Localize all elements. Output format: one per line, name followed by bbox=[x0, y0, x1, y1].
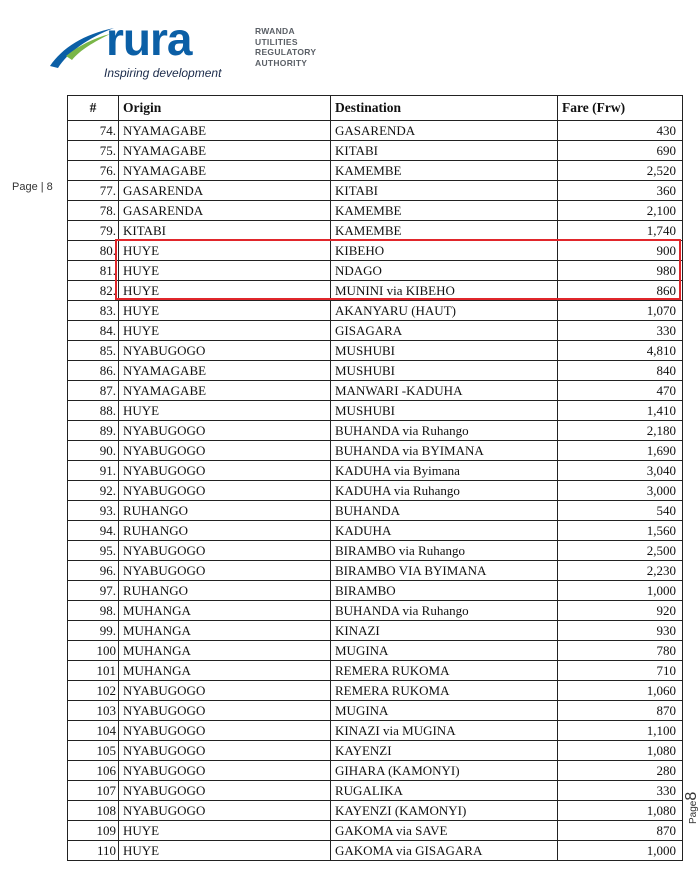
fare-cell: 2,230 bbox=[558, 561, 683, 581]
destination-cell: KADUHA via Ruhango bbox=[331, 481, 558, 501]
row-number-cell: 74. bbox=[68, 121, 119, 141]
origin-cell: NYABUGOGO bbox=[119, 801, 331, 821]
destination-cell: BUHANDA via Ruhango bbox=[331, 601, 558, 621]
origin-cell: NYABUGOGO bbox=[119, 701, 331, 721]
fare-cell: 360 bbox=[558, 181, 683, 201]
fare-cell: 1,100 bbox=[558, 721, 683, 741]
row-number-cell: 98. bbox=[68, 601, 119, 621]
logo-tagline: Inspiring development bbox=[104, 66, 222, 80]
row-number-cell: 80. bbox=[68, 241, 119, 261]
fare-cell: 3,000 bbox=[558, 481, 683, 501]
table-row bbox=[68, 841, 683, 861]
origin-cell: NYAMAGABE bbox=[119, 121, 331, 141]
row-number-cell: 93. bbox=[68, 501, 119, 521]
fare-cell: 690 bbox=[558, 141, 683, 161]
destination-cell: BIRAMBO VIA BYIMANA bbox=[331, 561, 558, 581]
destination-cell: BUHANDA via Ruhango bbox=[331, 421, 558, 441]
authority-line: AUTHORITY bbox=[255, 57, 308, 68]
fare-cell: 1,060 bbox=[558, 681, 683, 701]
table-row bbox=[68, 641, 683, 661]
table-row bbox=[68, 821, 683, 841]
row-number-cell: 92. bbox=[68, 481, 119, 501]
row-number-cell: 88. bbox=[68, 401, 119, 421]
row-number-cell: 100 bbox=[68, 641, 119, 661]
row-number-cell: 83. bbox=[68, 301, 119, 321]
fare-cell: 1,000 bbox=[558, 581, 683, 601]
origin-cell: MUHANGA bbox=[119, 661, 331, 681]
table-row bbox=[68, 761, 683, 781]
origin-cell: HUYE bbox=[119, 401, 331, 421]
origin-cell: NYABUGOGO bbox=[119, 561, 331, 581]
row-number-cell: 79. bbox=[68, 221, 119, 241]
fare-cell: 1,080 bbox=[558, 801, 683, 821]
table-row bbox=[68, 461, 683, 481]
destination-cell: GAKOMA via SAVE bbox=[331, 821, 558, 841]
fare-cell: 2,500 bbox=[558, 541, 683, 561]
origin-cell: HUYE bbox=[119, 281, 331, 301]
fare-cell: 1,740 bbox=[558, 221, 683, 241]
fare-cell: 920 bbox=[558, 601, 683, 621]
origin-cell: NYABUGOGO bbox=[119, 761, 331, 781]
fare-cell: 430 bbox=[558, 121, 683, 141]
destination-cell: MANWARI -KADUHA bbox=[331, 381, 558, 401]
destination-cell: NDAGO bbox=[331, 261, 558, 281]
origin-cell: NYABUGOGO bbox=[119, 421, 331, 441]
page-side-number: 8 bbox=[683, 791, 700, 801]
row-number-cell: 91. bbox=[68, 461, 119, 481]
fare-cell: 1,410 bbox=[558, 401, 683, 421]
table-row bbox=[68, 221, 683, 241]
destination-cell: KADUHA bbox=[331, 521, 558, 541]
fare-cell: 470 bbox=[558, 381, 683, 401]
destination-cell: KITABI bbox=[331, 141, 558, 161]
table-row bbox=[68, 381, 683, 401]
table-header-row bbox=[68, 96, 683, 121]
destination-cell: MUSHUBI bbox=[331, 401, 558, 421]
table-row bbox=[68, 141, 683, 161]
page-side-label bbox=[683, 792, 700, 824]
row-number-cell: 75. bbox=[68, 141, 119, 161]
fare-cell: 870 bbox=[558, 821, 683, 841]
table-row bbox=[68, 501, 683, 521]
destination-cell: KINAZI bbox=[331, 621, 558, 641]
fare-cell: 780 bbox=[558, 641, 683, 661]
fare-cell: 1,080 bbox=[558, 741, 683, 761]
destination-cell: REMERA RUKOMA bbox=[331, 661, 558, 681]
table-row bbox=[68, 121, 683, 141]
logo-wordmark: rura bbox=[106, 13, 192, 65]
fare-cell: 980 bbox=[558, 261, 683, 281]
origin-cell: NYABUGOGO bbox=[119, 481, 331, 501]
fare-cell: 1,560 bbox=[558, 521, 683, 541]
origin-cell: NYABUGOGO bbox=[119, 781, 331, 801]
origin-cell: HUYE bbox=[119, 321, 331, 341]
destination-cell: BIRAMBO via Ruhango bbox=[331, 541, 558, 561]
origin-cell: HUYE bbox=[119, 841, 331, 861]
authority-line: UTILITIES bbox=[255, 36, 298, 47]
origin-cell: HUYE bbox=[119, 301, 331, 321]
table-row bbox=[68, 661, 683, 681]
origin-cell: NYABUGOGO bbox=[119, 681, 331, 701]
destination-cell: MUSHUBI bbox=[331, 341, 558, 361]
authority-line: REGULATORY bbox=[255, 47, 317, 57]
row-number-cell: 94. bbox=[68, 521, 119, 541]
table-row bbox=[68, 161, 683, 181]
table-row bbox=[68, 581, 683, 601]
table-row bbox=[68, 521, 683, 541]
destination-cell: MUNINI via KIBEHO bbox=[331, 281, 558, 301]
origin-cell: MUHANGA bbox=[119, 601, 331, 621]
row-number-cell: 109 bbox=[68, 821, 119, 841]
table-row bbox=[68, 361, 683, 381]
table-row bbox=[68, 801, 683, 821]
table-row bbox=[68, 321, 683, 341]
origin-cell: NYAMAGABE bbox=[119, 361, 331, 381]
origin-cell: NYABUGOGO bbox=[119, 741, 331, 761]
row-number-cell: 82. bbox=[68, 281, 119, 301]
destination-cell: KIBEHO bbox=[331, 241, 558, 261]
table-row bbox=[68, 601, 683, 621]
fare-cell: 330 bbox=[558, 321, 683, 341]
destination-cell: KAYENZI bbox=[331, 741, 558, 761]
column-header-number: # bbox=[68, 96, 119, 121]
row-number-cell: 90. bbox=[68, 441, 119, 461]
fare-table bbox=[67, 95, 683, 861]
row-number-cell: 87. bbox=[68, 381, 119, 401]
column-header-destination: Destination bbox=[331, 96, 558, 121]
fare-cell: 1,690 bbox=[558, 441, 683, 461]
origin-cell: HUYE bbox=[119, 241, 331, 261]
origin-cell: NYABUGOGO bbox=[119, 721, 331, 741]
origin-cell: RUHANGO bbox=[119, 581, 331, 601]
origin-cell: KITABI bbox=[119, 221, 331, 241]
table-row bbox=[68, 481, 683, 501]
row-number-cell: 76. bbox=[68, 161, 119, 181]
authority-name bbox=[255, 26, 316, 68]
table-row bbox=[68, 441, 683, 461]
column-header-fare: Fare (Frw) bbox=[558, 96, 683, 121]
destination-cell: AKANYARU (HAUT) bbox=[331, 301, 558, 321]
table-row bbox=[68, 681, 683, 701]
fare-cell: 710 bbox=[558, 661, 683, 681]
table-row bbox=[68, 741, 683, 761]
row-number-cell: 95. bbox=[68, 541, 119, 561]
row-number-cell: 110 bbox=[68, 841, 119, 861]
row-number-cell: 81. bbox=[68, 261, 119, 281]
fare-cell: 2,180 bbox=[558, 421, 683, 441]
destination-cell: BIRAMBO bbox=[331, 581, 558, 601]
row-number-cell: 102 bbox=[68, 681, 119, 701]
row-number-cell: 106 bbox=[68, 761, 119, 781]
fare-cell: 540 bbox=[558, 501, 683, 521]
row-number-cell: 105 bbox=[68, 741, 119, 761]
row-number-cell: 84. bbox=[68, 321, 119, 341]
origin-cell: GASARENDA bbox=[119, 201, 331, 221]
destination-cell: MUGINA bbox=[331, 641, 558, 661]
table-row bbox=[68, 561, 683, 581]
destination-cell: GAKOMA via GISAGARA bbox=[331, 841, 558, 861]
page-side-text: Page bbox=[688, 800, 699, 824]
destination-cell: BUHANDA bbox=[331, 501, 558, 521]
fare-cell: 280 bbox=[558, 761, 683, 781]
origin-cell: NYABUGOGO bbox=[119, 441, 331, 461]
row-number-cell: 107 bbox=[68, 781, 119, 801]
row-number-cell: 104 bbox=[68, 721, 119, 741]
row-number-cell: 101 bbox=[68, 661, 119, 681]
table-row bbox=[68, 301, 683, 321]
destination-cell: GIHARA (KAMONYI) bbox=[331, 761, 558, 781]
origin-cell: GASARENDA bbox=[119, 181, 331, 201]
row-number-cell: 96. bbox=[68, 561, 119, 581]
destination-cell: RUGALIKA bbox=[331, 781, 558, 801]
origin-cell: NYABUGOGO bbox=[119, 541, 331, 561]
table-row bbox=[68, 401, 683, 421]
fare-cell: 860 bbox=[558, 281, 683, 301]
fare-cell: 1,000 bbox=[558, 841, 683, 861]
table-row bbox=[68, 701, 683, 721]
destination-cell: KINAZI via MUGINA bbox=[331, 721, 558, 741]
destination-cell: REMERA RUKOMA bbox=[331, 681, 558, 701]
origin-cell: NYABUGOGO bbox=[119, 341, 331, 361]
table-row bbox=[68, 781, 683, 801]
fare-cell: 930 bbox=[558, 621, 683, 641]
destination-cell: KADUHA via Byimana bbox=[331, 461, 558, 481]
origin-cell: RUHANGO bbox=[119, 521, 331, 541]
table-row bbox=[68, 281, 683, 301]
origin-cell: RUHANGO bbox=[119, 501, 331, 521]
table-row bbox=[68, 341, 683, 361]
fare-cell: 330 bbox=[558, 781, 683, 801]
destination-cell: MUGINA bbox=[331, 701, 558, 721]
table-row bbox=[68, 181, 683, 201]
row-number-cell: 78. bbox=[68, 201, 119, 221]
authority-line: RWANDA bbox=[255, 26, 295, 36]
row-number-cell: 99. bbox=[68, 621, 119, 641]
table-row bbox=[68, 541, 683, 561]
table-row bbox=[68, 721, 683, 741]
destination-cell: KAMEMBE bbox=[331, 161, 558, 181]
fare-cell: 4,810 bbox=[558, 341, 683, 361]
row-number-cell: 108 bbox=[68, 801, 119, 821]
origin-cell: NYABUGOGO bbox=[119, 461, 331, 481]
fare-cell: 3,040 bbox=[558, 461, 683, 481]
destination-cell: GISAGARA bbox=[331, 321, 558, 341]
row-number-cell: 77. bbox=[68, 181, 119, 201]
origin-cell: NYAMAGABE bbox=[119, 381, 331, 401]
table-row bbox=[68, 241, 683, 261]
destination-cell: BUHANDA via BYIMANA bbox=[331, 441, 558, 461]
table-row bbox=[68, 621, 683, 641]
destination-cell: KAMEMBE bbox=[331, 221, 558, 241]
table-row bbox=[68, 421, 683, 441]
destination-cell: KAMEMBE bbox=[331, 201, 558, 221]
fare-cell: 2,520 bbox=[558, 161, 683, 181]
fare-cell: 1,070 bbox=[558, 301, 683, 321]
origin-cell: MUHANGA bbox=[119, 641, 331, 661]
column-header-origin: Origin bbox=[119, 96, 331, 121]
row-number-cell: 97. bbox=[68, 581, 119, 601]
origin-cell: MUHANGA bbox=[119, 621, 331, 641]
rura-logo bbox=[48, 13, 338, 82]
origin-cell: NYAMAGABE bbox=[119, 141, 331, 161]
row-number-cell: 85. bbox=[68, 341, 119, 361]
destination-cell: GASARENDA bbox=[331, 121, 558, 141]
destination-cell: KAYENZI (KAMONYI) bbox=[331, 801, 558, 821]
table-row bbox=[68, 261, 683, 281]
destination-cell: MUSHUBI bbox=[331, 361, 558, 381]
row-number-cell: 103 bbox=[68, 701, 119, 721]
fare-cell: 840 bbox=[558, 361, 683, 381]
origin-cell: NYAMAGABE bbox=[119, 161, 331, 181]
destination-cell: KITABI bbox=[331, 181, 558, 201]
table-row bbox=[68, 201, 683, 221]
page-label: Page | 8 bbox=[12, 181, 53, 193]
fare-cell: 870 bbox=[558, 701, 683, 721]
row-number-cell: 86. bbox=[68, 361, 119, 381]
fare-cell: 2,100 bbox=[558, 201, 683, 221]
origin-cell: HUYE bbox=[119, 821, 331, 841]
fare-cell: 900 bbox=[558, 241, 683, 261]
origin-cell: HUYE bbox=[119, 261, 331, 281]
fare-table-body bbox=[68, 121, 683, 861]
row-number-cell: 89. bbox=[68, 421, 119, 441]
